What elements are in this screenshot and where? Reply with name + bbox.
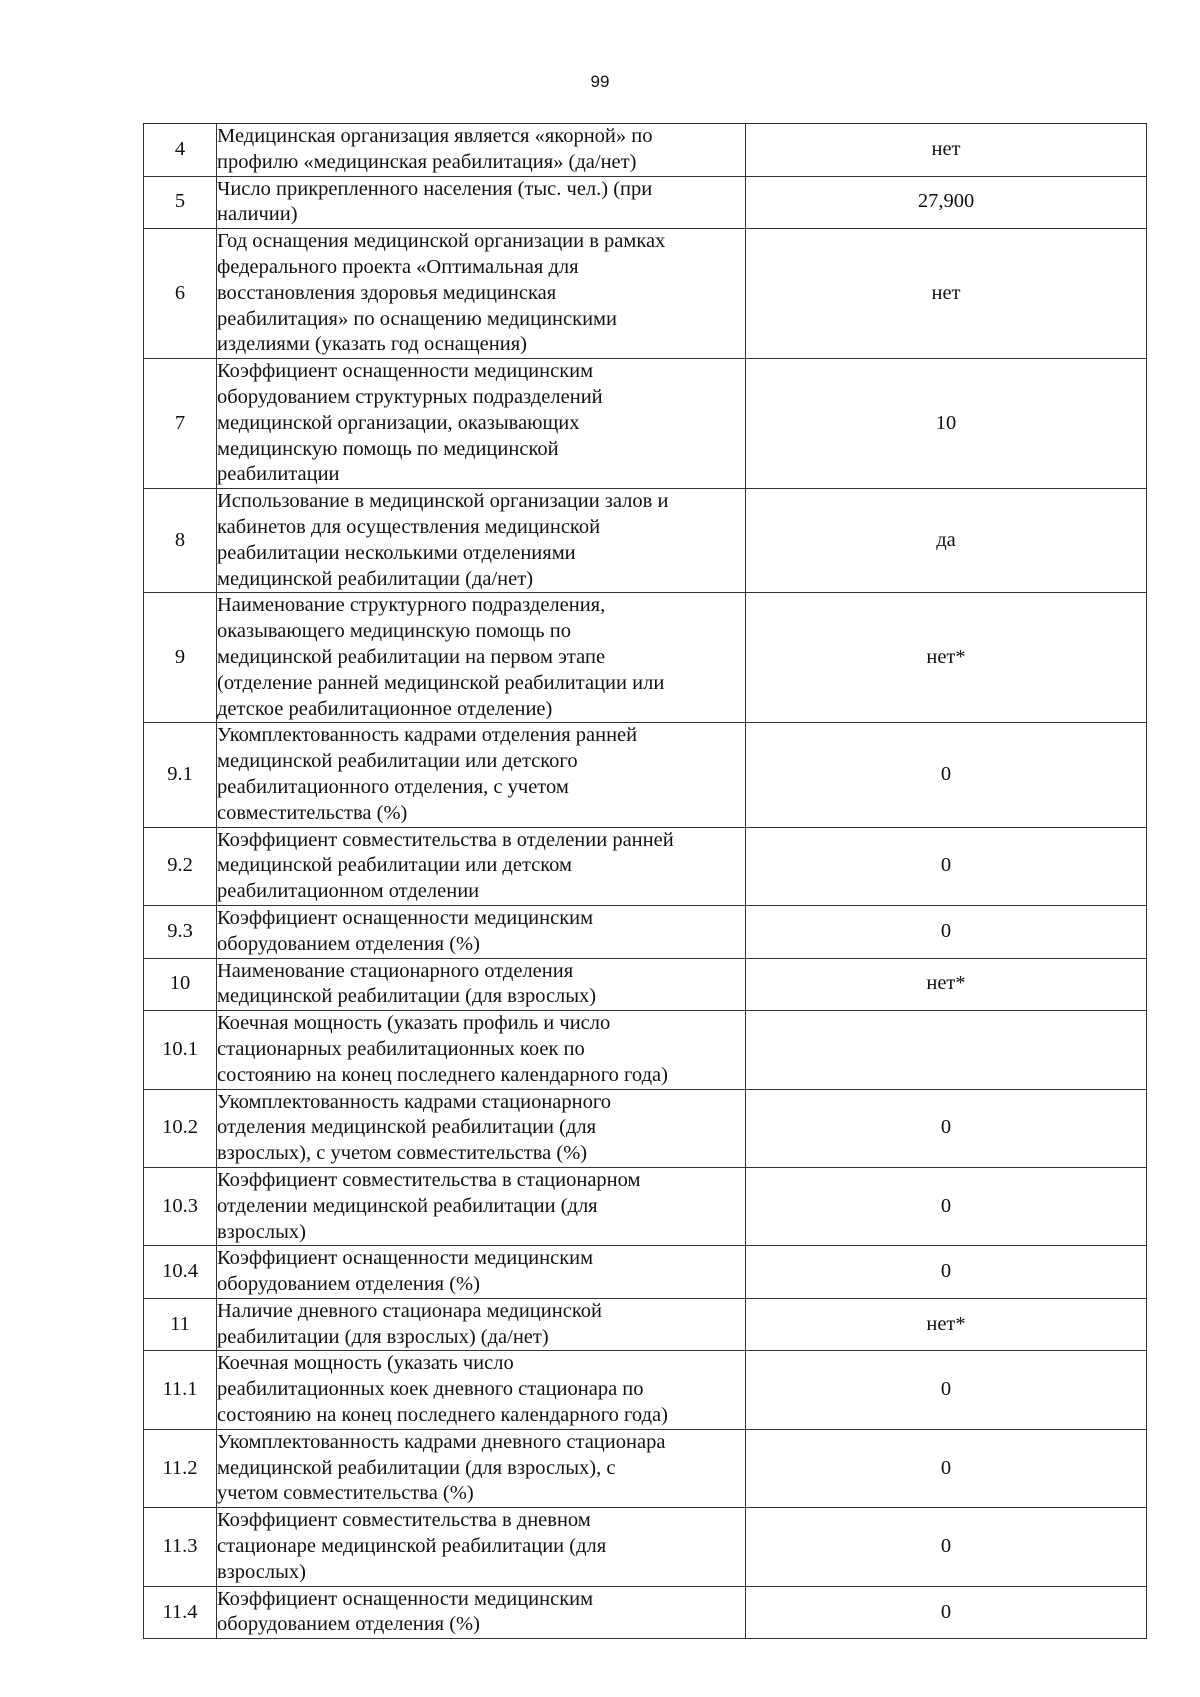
table-row — [144, 1167, 1147, 1245]
table-row — [144, 1011, 1147, 1089]
row-description-cell — [217, 229, 746, 359]
row-description-cell — [217, 489, 746, 593]
table-row — [144, 1508, 1147, 1586]
row-description-text: Число прикрепленного населения (тыс. чел.) (при наличии) — [217, 177, 653, 226]
row-value-cell: нет* — [746, 593, 1147, 723]
row-value-cell: 0 — [746, 1351, 1147, 1429]
table-row — [144, 958, 1147, 1011]
row-description-text: Коечная мощность (указать профиль и число стационарных реабилитационных коек по состоянию на конец последнего календарного года) — [217, 1012, 668, 1086]
row-value-cell: нет — [746, 229, 1147, 359]
row-value-cell: 0 — [746, 1586, 1147, 1639]
table-row — [144, 1351, 1147, 1429]
row-description-text: Коечная мощность (указать число реабилитационных коек дневного стационара по состоянию на конец последнего календарного года) — [217, 1352, 668, 1427]
row-value-cell: 0 — [746, 1167, 1147, 1245]
row-value-cell: 0 — [746, 723, 1147, 827]
row-value-cell: нет* — [746, 1298, 1147, 1351]
table-row — [144, 1089, 1147, 1167]
row-description-cell — [217, 723, 746, 827]
row-description-cell — [217, 958, 746, 1011]
row-description-cell — [217, 1246, 746, 1299]
row-description-cell — [217, 905, 746, 958]
row-description-cell — [217, 1351, 746, 1429]
table-row — [144, 1586, 1147, 1639]
row-number-cell: 10 — [144, 958, 217, 1011]
row-value-cell: 0 — [746, 827, 1147, 905]
row-description-text: Коэффициент совместительства в отделении ранней медицинской реабилитации или детском реабилитационном отделении — [217, 828, 674, 903]
table-row — [144, 723, 1147, 827]
row-number-cell: 5 — [144, 176, 217, 229]
row-description-cell — [217, 1508, 746, 1586]
table-row — [144, 176, 1147, 229]
row-description-text: Коэффициент совместительства в дневном стационаре медицинской реабилитации (для взрослых) — [217, 1509, 607, 1583]
row-description-text: Наименование структурного подразделения, оказывающего медицинскую помощь по медицинской реабилитации на первом этапе (отделение ранней медицинской реабилитации или детское реабилитационное отделение) — [217, 594, 665, 720]
row-value-cell — [746, 1011, 1147, 1089]
row-number-cell: 11 — [144, 1298, 217, 1351]
row-number-cell: 7 — [144, 359, 217, 489]
table-row — [144, 1298, 1147, 1351]
table-row — [144, 827, 1147, 905]
row-number-cell: 10.4 — [144, 1246, 217, 1299]
row-description-text: Коэффициент оснащенности медицинским оборудованием структурных подразделений медицинской организации, оказывающих медицинскую помощь по медицинской реабилитации — [217, 360, 603, 486]
row-description-text: Коэффициент оснащенности медицинским оборудованием отделения (%) — [217, 1587, 594, 1636]
row-description-cell — [217, 1167, 746, 1245]
row-description-cell — [217, 593, 746, 723]
table-row — [144, 489, 1147, 593]
row-number-cell: 4 — [144, 124, 217, 177]
row-value-cell: 27,900 — [746, 176, 1147, 229]
row-description-text: Укомплектованность кадрами стационарного отделения медицинской реабилитации (для взрослых), с учетом совместительства (%) — [217, 1090, 612, 1165]
row-number-cell: 10.2 — [144, 1089, 217, 1167]
row-value-cell: нет — [746, 124, 1147, 177]
row-description-cell — [217, 1586, 746, 1639]
row-description-text: Коэффициент совместительства в стационарном отделении медицинской реабилитации (для взрослых) — [217, 1168, 641, 1243]
row-description-cell — [217, 1298, 746, 1351]
row-description-text: Использование в медицинской организации залов и кабинетов для осуществления медицинской реабилитации несколькими отделениями медицинской реабилитации (да/нет) — [217, 490, 669, 590]
row-description-text: Год оснащения медицинской организации в рамках федерального проекта «Оптимальная для восстановления здоровья медицинская реабилитация» по оснащению медицинскими изделиями (указать год оснащения) — [217, 230, 666, 356]
row-description-text: Коэффициент оснащенности медицинским оборудованием отделения (%) — [217, 906, 594, 955]
row-description-text: Укомплектованность кадрами отделения ранней медицинской реабилитации или детского реабилитационного отделения, с учетом совместительства (%) — [217, 724, 638, 824]
row-value-cell: 10 — [746, 359, 1147, 489]
row-description-cell — [217, 176, 746, 229]
row-number-cell: 9.3 — [144, 905, 217, 958]
row-number-cell: 6 — [144, 229, 217, 359]
row-number-cell: 10.3 — [144, 1167, 217, 1245]
page-number: 99 — [590, 72, 610, 91]
table-row — [144, 905, 1147, 958]
indicator-table — [143, 123, 1147, 1639]
row-description-text: Коэффициент оснащенности медицинским оборудованием отделения (%) — [217, 1247, 594, 1296]
row-number-cell: 9 — [144, 593, 217, 723]
table-row — [144, 229, 1147, 359]
row-value-cell: 0 — [746, 905, 1147, 958]
row-number-cell: 11.4 — [144, 1586, 217, 1639]
row-number-cell: 9.2 — [144, 827, 217, 905]
row-description-text: Наименование стационарного отделения медицинской реабилитации (для взрослых) — [217, 959, 597, 1008]
row-value-cell: 0 — [746, 1246, 1147, 1299]
row-value-cell: нет* — [746, 958, 1147, 1011]
row-value-cell: 0 — [746, 1508, 1147, 1586]
row-number-cell: 8 — [144, 489, 217, 593]
table-row — [144, 124, 1147, 177]
row-description-text: Укомплектованность кадрами дневного стационара медицинской реабилитации (для взрослых), с учетом совместительства (%) — [217, 1430, 666, 1505]
row-value-cell: 0 — [746, 1429, 1147, 1507]
row-description-cell — [217, 124, 746, 177]
table-row — [144, 1246, 1147, 1299]
row-number-cell: 9.1 — [144, 723, 217, 827]
table-row — [144, 593, 1147, 723]
row-description-cell — [217, 359, 746, 489]
row-number-cell: 11.1 — [144, 1351, 217, 1429]
row-number-cell: 11.3 — [144, 1508, 217, 1586]
table-body — [144, 124, 1147, 1639]
row-description-text: Наличие дневного стационара медицинской реабилитации (для взрослых) (да/нет) — [217, 1299, 602, 1348]
row-number-cell: 11.2 — [144, 1429, 217, 1507]
table-row — [144, 1429, 1147, 1507]
row-description-cell — [217, 1089, 746, 1167]
row-description-cell — [217, 1011, 746, 1089]
table-row — [144, 359, 1147, 489]
row-number-cell: 10.1 — [144, 1011, 217, 1089]
row-description-cell — [217, 1429, 746, 1507]
row-description-cell — [217, 827, 746, 905]
row-value-cell: да — [746, 489, 1147, 593]
row-value-cell: 0 — [746, 1089, 1147, 1167]
row-description-text: Медицинская организация является «якорной» по профилю «медицинская реабилитация» (да/нет) — [217, 125, 653, 173]
